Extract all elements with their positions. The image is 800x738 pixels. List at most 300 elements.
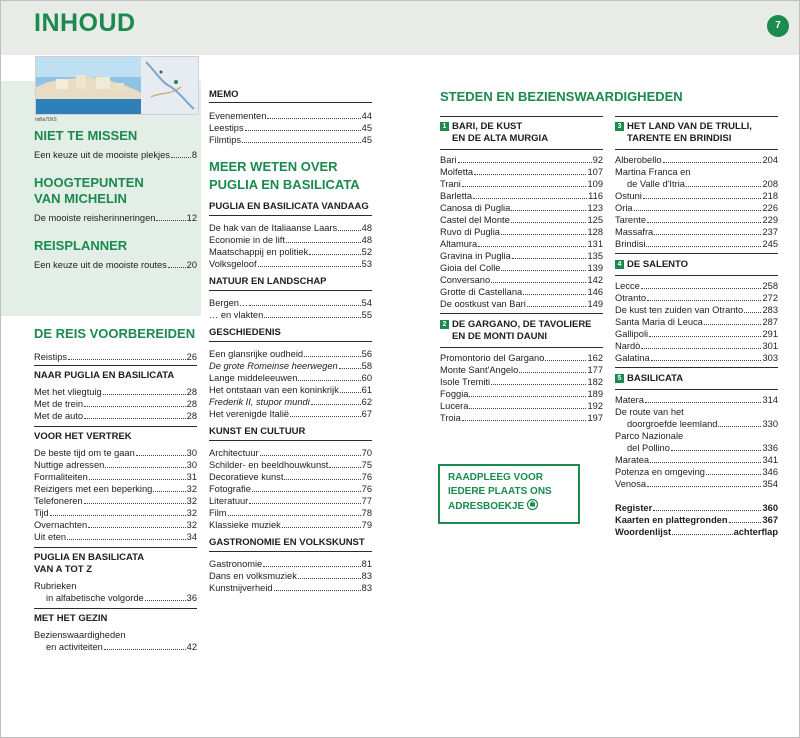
entry-page: 237 [762,227,778,237]
entry-label: Conversano [440,275,491,285]
toc-entry [615,454,778,466]
subsection-title: MEMO [209,89,239,100]
dot-leader [67,539,186,540]
entry-label: Bergen… [209,298,249,308]
dot-leader [68,359,186,360]
entry-label: in alfabetische volgorde [46,593,144,603]
entry-page: 56 [361,349,372,359]
entry-page: 45 [361,135,372,145]
entry-page: 346 [762,467,778,477]
dot-leader [245,130,361,131]
entry-label: Met het vliegtuig [34,387,102,397]
toc-entry [209,309,372,321]
entry-label: Trani [440,179,461,189]
entry-page: 28 [186,411,197,421]
dot-leader [686,186,762,187]
toc-entry [440,166,603,178]
section-heading: HOOGTEPUNTEN [34,175,144,190]
dot-leader [478,246,586,247]
toc-entry [440,286,603,298]
entry-page: 109 [587,179,603,189]
toc-entry [209,122,372,134]
subsection-title: MET HET GEZIN [34,613,108,624]
city-section-title [615,373,778,385]
toc-entry [209,396,372,408]
section-rule [209,290,372,291]
adresboekje-word: ADRESBOEKJE [448,501,525,512]
entry-page: 32 [186,508,197,518]
dot-leader [84,406,186,407]
entry-label: Promontorio del Gargano [440,353,545,363]
entry-label: Isole Tremiti [440,377,491,387]
entry-label: Otranto [615,293,647,303]
dot-leader [267,118,360,119]
entry-label: Architectuur [209,448,259,458]
city-section-title [615,121,778,145]
section-number-badge: 5 [615,374,624,383]
entry-page: 70 [361,448,372,458]
entry-page: 291 [762,329,778,339]
dot-leader [258,266,361,267]
dot-leader [263,566,360,567]
section-heading: PUGLIA EN BASILICATA [209,177,360,192]
dot-leader [469,396,586,397]
entry-page: 139 [587,263,603,273]
dot-leader [338,230,360,231]
entry-label: Potenza en omgeving [615,467,705,477]
entry-label: Lucera [440,401,469,411]
entry-label: Foggia [440,389,469,399]
toc-entry [440,298,603,310]
subsection-title: KUNST EN CULTUUR [209,426,306,437]
entry-label: Troia [440,413,461,423]
entry-label: Grotte di Castellana [440,287,523,297]
entry-page: 83 [361,583,372,593]
toc-entry [615,328,778,340]
toc-entry [209,570,372,582]
entry-label: Filmtips [209,135,242,145]
entry-page: 8 [191,150,197,160]
toc-entry [209,222,372,234]
dot-leader [718,426,761,427]
toc-entry [440,202,603,214]
toc-entry [615,394,778,406]
entry-label: Klassieke muziek [209,520,281,530]
entry-page: 28 [186,399,197,409]
entry-label: Tarente [615,215,647,225]
entry-page: 77 [361,496,372,506]
adresboekje-line: RAADPLEEG VOOR [448,472,544,483]
section-rule [34,547,197,548]
toc-entry [440,154,603,166]
entry-label: Gioia del Colle [440,263,501,273]
dot-leader [89,479,186,480]
entry-page: 162 [587,353,603,363]
dot-leader [104,649,186,650]
section-rule [615,149,778,150]
subsection-title: VOOR HET VERTREK [34,431,132,442]
entry-page: 75 [361,460,372,470]
entry-label: Lange middeleeuwen [209,373,298,383]
subsection-title: NAAR PUGLIA EN BASILICATA [34,370,175,381]
dot-leader [729,522,762,523]
dot-leader [304,356,361,357]
entry-page: 287 [762,317,778,327]
dot-leader [744,312,761,313]
toc-entry [209,495,372,507]
toc-entry [34,447,197,459]
city-section-title [440,319,603,343]
toc-entry [34,259,197,271]
section-rule [440,313,603,314]
dot-leader [527,306,587,307]
toc-entry [627,418,778,430]
entry-page: 60 [361,373,372,383]
toc-entry [440,226,603,238]
dot-leader [339,368,361,369]
entry-label: Gastronomie [209,559,263,569]
adresboekje-callout [438,464,580,524]
dot-leader [311,404,361,405]
entry-label: Kunstnijverheid [209,583,273,593]
toc-entry [440,262,603,274]
toc-entry [615,292,778,304]
entry-page: 314 [762,395,778,405]
dot-leader [647,486,761,487]
entry-page: 182 [587,377,603,387]
toc-entry [34,149,197,161]
entry-page: 341 [762,455,778,465]
dot-leader [136,455,186,456]
entry-page: 28 [186,387,197,397]
toc-entry [46,592,197,604]
dot-leader [103,394,186,395]
toc-entry [627,178,778,190]
entry-label: Het ontstaan van een koninkrijk [209,385,339,395]
toc-entry [440,178,603,190]
toc-entry [615,214,778,226]
entry-label: Martina Franca en [615,167,691,177]
entry-label: Maatschappij en politiek [209,247,309,257]
toc-entry [440,238,603,250]
toc-entry [34,531,197,543]
entry-label: Een glansrijke oudheid [209,349,304,359]
entry-label: Massafra [615,227,654,237]
entry-label: Dans en volksmuziek [209,571,297,581]
entry-label: Het verenigde Italië [209,409,290,419]
dot-leader [228,515,361,516]
entry-page: 30 [186,448,197,458]
section-rule [34,365,197,366]
subsection-title: PUGLIA EN BASILICATA VANDAAG [209,201,369,212]
page-title: INHOUD [34,9,136,37]
toc-entry [440,352,603,364]
dot-leader [646,246,761,247]
toc-entry [615,478,778,490]
city-section-name: DE GARGANO, DE TAVOLIERE EN DE MONTI DAUNI [452,319,592,342]
entry-page: 192 [587,401,603,411]
entry-label: Galatina [615,353,650,363]
dot-leader [643,198,762,199]
toc-entry [209,348,372,360]
entry-label: Castel del Monte [440,215,510,225]
toc-entry [440,364,603,376]
dot-leader [105,467,185,468]
toc-entry [209,110,372,122]
entry-label: Monte Sant'Angelo [440,365,519,375]
entry-label: Uit eten [34,532,67,542]
entry-label: De grote Romeinse heerwegen [209,361,338,371]
entry-label: De hak van de Italiaanse Laars [209,223,338,233]
page-number-badge: 7 [767,15,789,37]
entry-label: Rubrieken [34,581,77,591]
entry-label: Evenementen [209,111,267,121]
entry-page: 272 [762,293,778,303]
toc-entry [34,351,197,363]
toc-entry [615,502,778,514]
entry-page: 26 [186,352,197,362]
entry-page: 197 [587,413,603,423]
entry-page: 367 [762,515,778,525]
toc-entry [627,442,778,454]
toc-entry [209,408,372,420]
entry-label: Decoratieve kunst [209,472,284,482]
dot-leader [654,234,761,235]
toc-entry [209,507,372,519]
toc-entry [440,214,603,226]
entry-label: Met de auto [34,411,84,421]
section-number-badge: 2 [440,320,449,329]
toc-entry [615,466,778,478]
entry-page: 218 [762,191,778,201]
toc-entry [209,483,372,495]
dot-leader [647,300,761,301]
city-section-title [440,121,603,145]
toc-entry [209,258,372,270]
entry-label: De beste tijd om te gaan [34,448,135,458]
entry-label: Altamura [440,239,478,249]
toc-entry [209,519,372,531]
entry-label: Matera [615,395,644,405]
entry-page: 354 [762,479,778,489]
section-rule [209,215,372,216]
toc-entry [440,250,603,262]
entry-page: 146 [587,287,603,297]
entry-page: 330 [762,419,778,429]
toc-entry [615,202,778,214]
entry-label: en activiteiten [46,642,103,652]
toc-entry [209,459,372,471]
dot-leader [649,336,761,337]
dot-leader [647,222,761,223]
dot-leader [653,510,761,511]
dot-leader [634,210,762,211]
entry-page: 123 [587,203,603,213]
dot-leader [651,360,762,361]
subsection-title: VAN A TOT Z [34,564,93,575]
toc-entry [34,398,197,410]
entry-page: 44 [361,111,372,121]
section-rule [440,347,603,348]
section-rule [34,608,197,609]
entry-page: 67 [361,409,372,419]
adresboekje-line: IEDERE PLAATS ONS [448,486,552,497]
entry-label: De route van het [615,407,684,417]
entry-label: … en vlakten [209,310,264,320]
coastal-town-map-image [36,57,198,114]
entry-label: Gravina in Puglia [440,251,511,261]
dot-leader [309,254,360,255]
dot-leader [249,305,360,306]
dot-leader [171,157,191,158]
toc-entry [34,507,197,519]
entry-page: achterflap [733,527,778,537]
dot-leader [641,348,761,349]
subsection-title: GESCHIEDENIS [209,327,281,338]
toc-entry [615,316,778,328]
dot-leader [645,402,762,403]
entry-page: 55 [361,310,372,320]
entry-label: Molfetta [440,167,474,177]
entry-page: 31 [186,472,197,482]
dot-leader [50,515,186,516]
dot-leader [153,491,185,492]
dot-leader [641,288,762,289]
entry-label: Economie in de lift [209,235,285,245]
dot-leader [329,467,360,468]
toc-entry [615,280,778,292]
dot-leader [274,590,361,591]
entry-label: Barletta [440,191,473,201]
toc-entry [34,410,197,422]
toc-entry [34,519,197,531]
toc-entry [209,297,372,309]
entry-label: de Valle d'Itria [627,179,685,189]
section-rule [209,440,372,441]
entry-label: Venosa [615,479,647,489]
city-section-name: HET LAND VAN DE TRULLI, TARENTE EN BRINDISI [627,121,752,144]
entry-page: 36 [186,593,197,603]
dot-leader [663,162,762,163]
entry-page: 149 [587,299,603,309]
section-rule [615,116,778,117]
entry-page: 53 [361,259,372,269]
dot-leader [252,491,361,492]
dot-leader [462,420,587,421]
dot-leader [168,267,186,268]
entry-label: Woordenlijst [615,527,672,537]
city-section-name: BARI, DE KUST EN DE ALTA MURGIA [452,121,549,144]
toc-entry [209,246,372,258]
city-section-name: DE SALENTO [627,259,689,270]
dot-leader [340,392,361,393]
section-heading: NIET TE MISSEN [34,128,138,143]
subsection-title: GASTRONOMIE EN VOLKSKUNST [209,537,365,548]
dot-leader [458,162,592,163]
toc-entry [34,459,197,471]
entry-page: 360 [762,503,778,513]
section-heading: REISPLANNER [34,238,128,253]
entry-page: 229 [762,215,778,225]
entry-label: Schilder- en beeldhouwkunst [209,460,329,470]
entry-page: 83 [361,571,372,581]
entry-label: Maratea [615,455,650,465]
section-rule [440,116,603,117]
entry-label: Overnachten [34,520,88,530]
dot-leader [519,372,586,373]
dot-leader [242,142,361,143]
entry-page: 32 [186,496,197,506]
section-heading: DE REIS VOORBEREIDEN [34,326,196,341]
section-number-badge: 1 [440,122,449,131]
entry-page: 189 [587,389,603,399]
toc-entry [34,471,197,483]
entry-label: Volksgeloof [209,259,257,269]
dot-leader [474,174,586,175]
entry-label: del Pollino [627,443,670,453]
section-number-badge: 3 [615,122,624,131]
entry-label: Santa Maria di Leuca [615,317,703,327]
dot-leader [501,234,587,235]
entry-label: Alberobello [615,155,662,165]
dot-leader [84,503,186,504]
toc-entry [440,190,603,202]
subsection-title: PUGLIA EN BASILICATA [34,552,145,563]
dot-leader [473,198,587,199]
toc-entry [34,212,197,224]
toc-entry [209,372,372,384]
dot-leader [282,527,361,528]
toc-entry [209,471,372,483]
entry-page: 107 [587,167,603,177]
toc-entry [440,388,603,400]
dot-leader [511,210,586,211]
entry-label: De kust ten zuiden van Otranto [615,305,744,315]
entry-label: Telefoneren [34,496,83,506]
entry-label: Nuttige adressen [34,460,105,470]
entry-label: Tijd [34,508,49,518]
section-heading: MEER WETEN OVER [209,159,338,174]
entry-page: 135 [587,251,603,261]
entry-label: Parco Nazionale [615,431,684,441]
entry-page: 177 [587,365,603,375]
entry-page: 34 [186,532,197,542]
entry-page: 32 [186,484,197,494]
entry-label: De mooiste reisherinneringen [34,213,156,223]
toc-entry [615,304,778,316]
entry-page: 78 [361,508,372,518]
section-rule [615,389,778,390]
toc-entry [209,582,372,594]
section-rule [440,149,603,150]
dot-leader [704,324,762,325]
entry-page: 48 [361,235,372,245]
toc-entry [34,495,197,507]
entry-page: 258 [762,281,778,291]
entry-label: Frederik II, stupor mundi [209,397,310,407]
entry-page: 42 [186,642,197,652]
dot-leader [260,455,361,456]
section-heading: VAN MICHELIN [34,191,127,206]
dot-leader [706,474,762,475]
entry-page: 54 [361,298,372,308]
dot-leader [511,222,587,223]
entry-label: Gallipoli [615,329,649,339]
dot-leader [491,384,586,385]
toc-entry [615,226,778,238]
dot-leader [545,360,586,361]
section-rule [34,426,197,427]
